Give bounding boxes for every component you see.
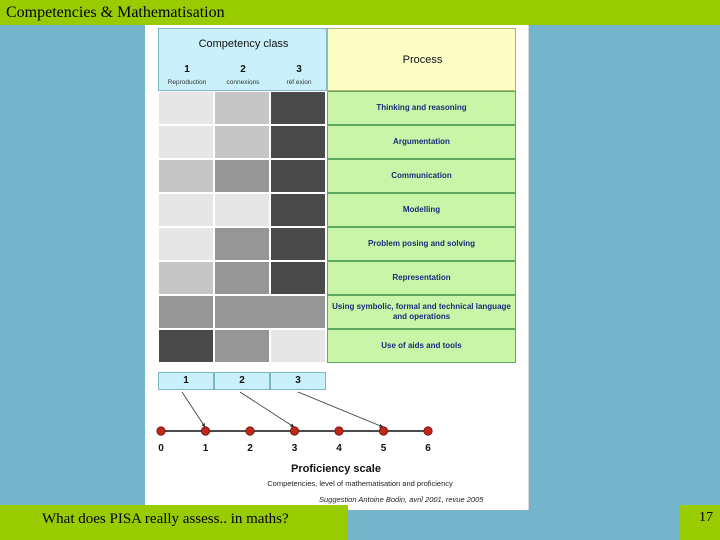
grid-cell xyxy=(270,193,326,227)
grid-cell xyxy=(158,193,214,227)
process-row xyxy=(327,329,516,363)
process-label: Problem posing and solving xyxy=(367,239,476,248)
grid-cell xyxy=(270,261,326,295)
grid-cell xyxy=(158,227,214,261)
class-number-3: 3 xyxy=(296,64,302,75)
scale-point xyxy=(424,427,432,435)
competency-class-header xyxy=(158,28,327,91)
grid-cell xyxy=(214,159,270,193)
process-title: Process xyxy=(402,54,443,66)
grid-cell xyxy=(158,125,214,159)
class-number-1: 1 xyxy=(184,64,190,75)
scale-point xyxy=(157,427,165,435)
scale-point-label: 1 xyxy=(202,443,209,454)
scale-point-label: 3 xyxy=(291,443,298,454)
grid-cell xyxy=(270,91,326,125)
bottom-class-2: 2 xyxy=(214,372,270,390)
proficiency-scale-line xyxy=(145,390,528,445)
scale-point-label: 0 xyxy=(158,443,164,454)
grid-cell xyxy=(158,329,214,363)
class-number-2: 2 xyxy=(240,64,246,75)
footer-text: What does PISA really assess.. in maths? xyxy=(42,511,289,527)
process-row xyxy=(327,125,516,159)
grid-cell xyxy=(270,159,326,193)
grid-cell xyxy=(158,295,214,329)
proficiency-scale-title: Proficiency scale xyxy=(291,463,381,475)
grid-cell xyxy=(158,261,214,295)
author-signature: Suggestion Antoine Bodin, avril 2001, revue 2005 xyxy=(319,495,484,504)
slide-title: Competencies & Mathematisation xyxy=(6,4,225,21)
bottom-class-3: 3 xyxy=(270,372,326,390)
scale-point-label: 6 xyxy=(425,443,431,454)
grid-cell xyxy=(214,261,270,295)
grid-cell xyxy=(214,193,270,227)
grid-cell xyxy=(270,329,326,363)
process-label: Communication xyxy=(391,171,452,180)
process-header xyxy=(327,28,516,91)
competency-class-title: Competency class xyxy=(198,38,289,50)
scale-point xyxy=(335,427,343,435)
grid-cell xyxy=(158,91,214,125)
process-label: Argumentation xyxy=(393,137,450,146)
grid-cell xyxy=(270,227,326,261)
scale-point xyxy=(201,427,209,435)
competency-figure xyxy=(145,25,529,510)
grid-cell xyxy=(214,91,270,125)
grid-cell xyxy=(214,329,270,363)
scale-point-label: 2 xyxy=(247,443,253,454)
scale-point xyxy=(379,427,387,435)
process-row xyxy=(327,159,516,193)
process-label: Modelling xyxy=(402,205,441,214)
class-label-3: réf exion xyxy=(286,79,312,86)
arrow-class-3 xyxy=(298,392,383,427)
scale-point xyxy=(290,427,298,435)
process-row xyxy=(327,295,516,329)
class-label-1: Reproduction xyxy=(167,79,207,86)
grid-cell xyxy=(270,125,326,159)
process-row xyxy=(327,261,516,295)
process-label: Use of aids and tools xyxy=(381,341,462,350)
process-label: Representation xyxy=(392,273,451,282)
class-label-2: connexions xyxy=(226,79,260,86)
proficiency-scale-caption: Competencies, level of mathematisation and proficiency xyxy=(267,479,453,488)
scale-point-label: 5 xyxy=(380,443,387,454)
page-number: 17 xyxy=(699,510,713,525)
arrow-class-1 xyxy=(182,392,205,427)
arrow-class-2 xyxy=(240,392,294,427)
process-label: Using symbolic, formal and technical language and operations xyxy=(332,302,511,321)
process-row xyxy=(327,193,516,227)
process-row xyxy=(327,91,516,125)
grid-cell xyxy=(158,159,214,193)
scale-point xyxy=(246,427,254,435)
process-row xyxy=(327,227,516,261)
bottom-class-1: 1 xyxy=(158,372,214,390)
grid-cell-merged xyxy=(214,295,326,329)
scale-point-label: 4 xyxy=(336,443,342,454)
process-label: Thinking and reasoning xyxy=(376,103,467,112)
grid-cell xyxy=(214,227,270,261)
grid-cell xyxy=(214,125,270,159)
